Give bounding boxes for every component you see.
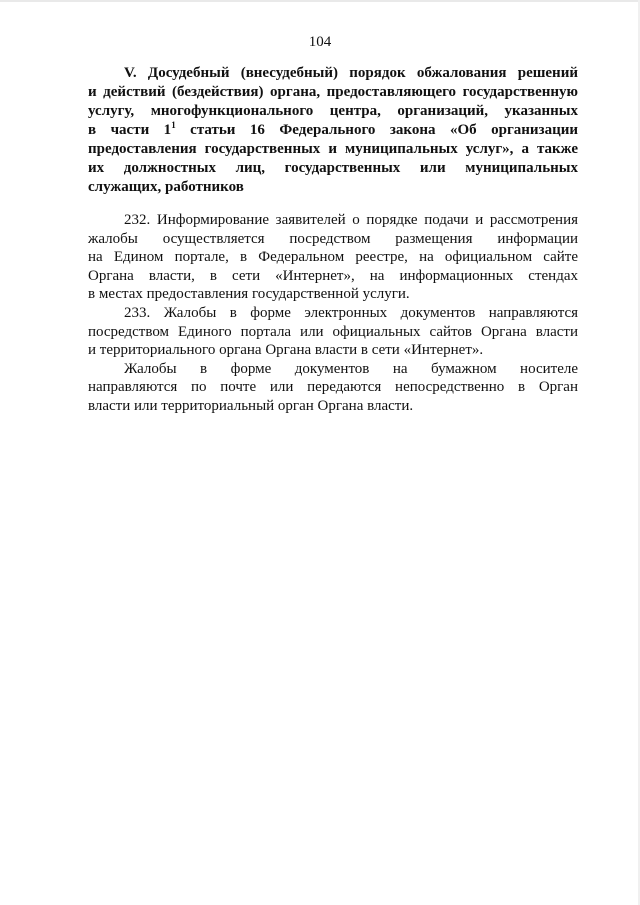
paragraph-233: [88, 304, 578, 360]
heading-line: и действий (бездействия) органа, предоставляющего государственную: [88, 84, 578, 100]
paragraph-line: 233. Жалобы в форме электронных документов направляются: [124, 304, 578, 321]
paragraph-line: жалобы осуществляется посредством размещения информации: [88, 230, 578, 247]
paragraph-line: в местах предоставления государственной услуги.: [88, 286, 410, 303]
heading-line: предоставления государственных и муниципальных услуг», а также: [88, 141, 578, 157]
paragraph-line: на Едином портале, в Федеральном реестре, на официальном сайте: [88, 249, 578, 266]
paragraph-line: Органа власти, в сети «Интернет», на информационных стендах: [88, 267, 578, 284]
paragraph-line: Жалобы в форме документов на бумажном носителе: [124, 360, 578, 377]
heading-line: услугу, многофункционального центра, организаций, указанных: [88, 103, 578, 119]
paragraph-paper-complaints: [88, 360, 578, 416]
section-heading: [88, 64, 578, 197]
paragraph-line: 232. Информирование заявителей о порядке подачи и рассмотрения: [124, 212, 578, 228]
heading-line: V. Досудебный (внесудебный) порядок обжалования решений: [124, 65, 578, 81]
page-number: 104: [308, 34, 332, 50]
scan-edge-top: [0, 0, 640, 2]
paragraph-line: направляются по почте или передаются непосредственно в Орган: [88, 379, 578, 396]
paragraph-line: власти или территориальный орган Органа власти.: [88, 397, 414, 414]
heading-line: их должностных лиц, государственных или муниципальных: [88, 160, 578, 176]
superscript-one: 1: [171, 120, 176, 130]
document-body: [88, 211, 578, 416]
paragraph-232: [88, 211, 578, 304]
paragraph-line: и территориального органа Органа власти в сети «Интернет».: [88, 342, 484, 359]
heading-line: [88, 121, 578, 140]
paragraph-line: посредством Единого портала или официальных сайтов Органа власти: [88, 323, 578, 340]
heading-line-part: в части 1: [88, 122, 172, 138]
heading-line-part: статьи 16 Федерального закона «Об организации: [175, 122, 578, 138]
heading-line: служащих, работников: [88, 179, 244, 195]
